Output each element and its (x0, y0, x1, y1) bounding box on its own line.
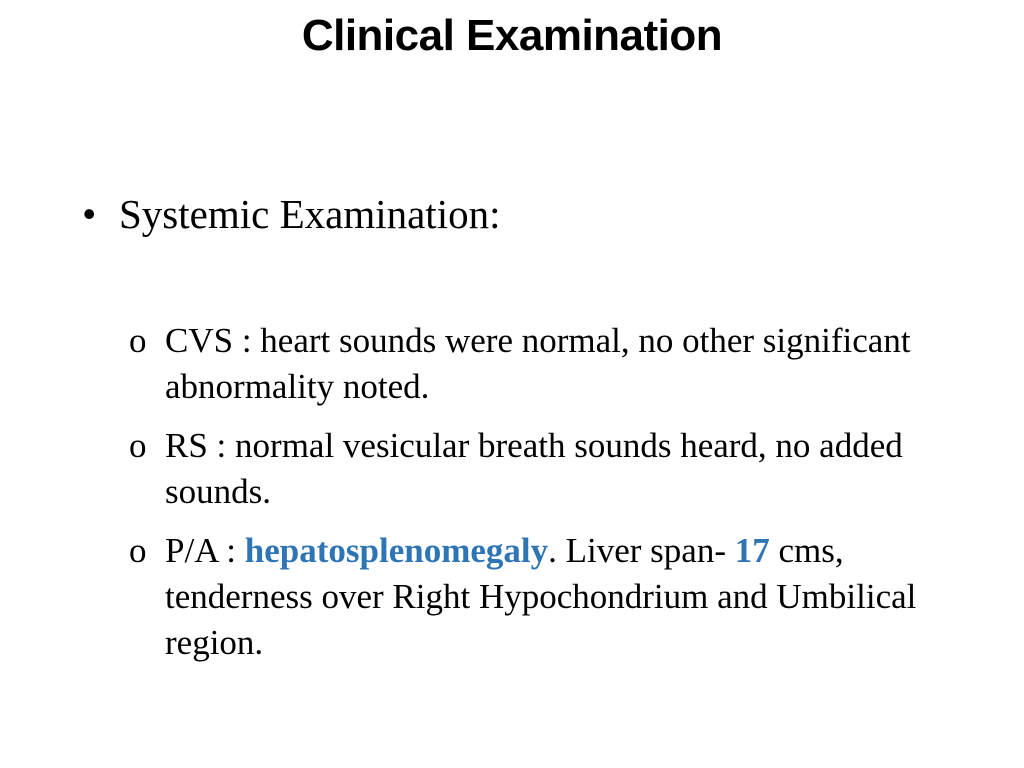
sub-bullet-rs (129, 423, 959, 515)
sub-bullet-text: CVS : heart sounds were normal, no other significant abnormality noted. (165, 321, 911, 406)
main-bullet-text: Systemic Examination: (119, 191, 501, 237)
highlight-value: 17 (734, 531, 770, 570)
sub-bullet-list (129, 318, 959, 679)
sub-bullet-marker: o (129, 426, 147, 465)
bullet-marker: • (82, 191, 97, 237)
pa-middle: . Liver span- (548, 531, 735, 570)
sub-bullet-marker: o (129, 321, 147, 360)
highlight-term: hepatosplenomegaly (244, 531, 549, 570)
pa-prefix: P/A : (165, 531, 245, 570)
main-bullet (82, 189, 500, 239)
sub-bullet-text: RS : normal vesicular breath sounds heard, no added sounds. (165, 426, 903, 511)
slide-title: Clinical Examination (301, 11, 723, 60)
sub-bullet-marker: o (129, 531, 147, 570)
sub-bullet-cvs (129, 318, 959, 410)
pa-suffix: cms, tenderness over Right Hypochondrium and Umbilical region. (165, 531, 917, 662)
sub-bullet-pa (129, 528, 959, 666)
